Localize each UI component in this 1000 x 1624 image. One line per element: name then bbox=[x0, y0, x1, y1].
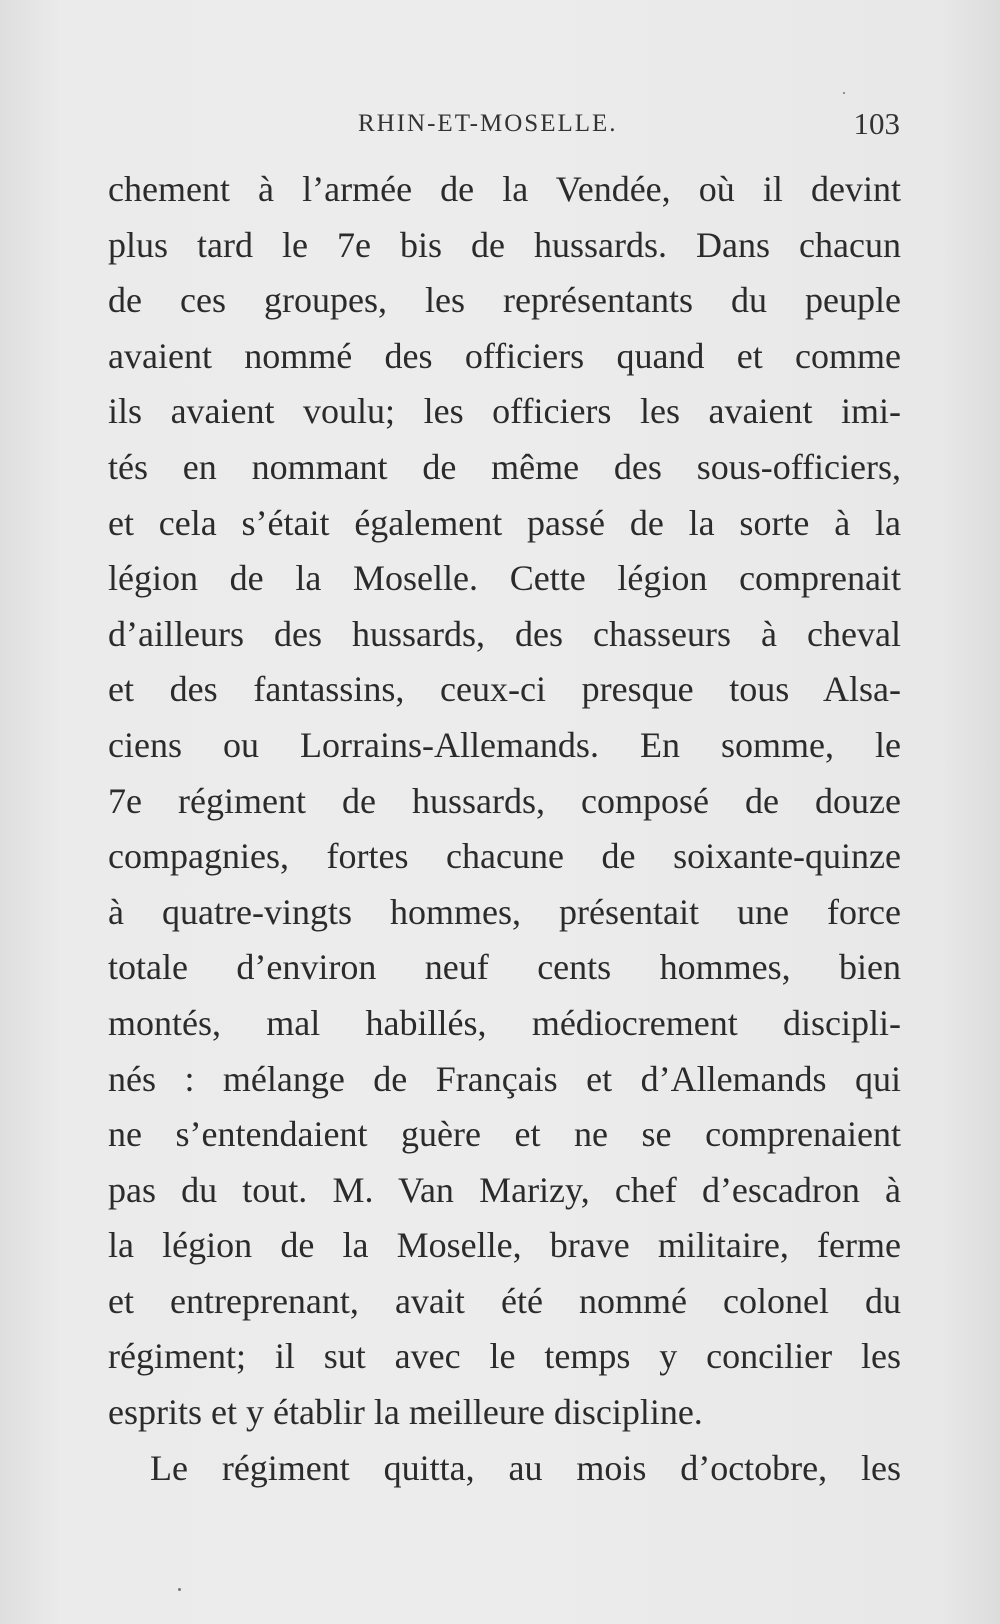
paper-speck bbox=[178, 1588, 181, 1591]
text-line: à quatre-vingts hommes, présentait une force bbox=[108, 891, 901, 932]
text-line: chement à l’armée de la Vendée, où il devint bbox=[108, 169, 901, 209]
text-line: d’ailleurs des hussards, des chasseurs à cheval bbox=[108, 613, 901, 654]
text-line: la légion de la Moselle, brave militaire, ferme bbox=[108, 1225, 901, 1266]
text-line: nés : mélange de Français et d’Allemands qui bbox=[108, 1058, 901, 1099]
running-title: RHIN-ET-MOSELLE. bbox=[358, 110, 618, 137]
text-line: tés en nommant de même des sous-officiers, bbox=[108, 446, 901, 487]
text-line: et des fantassins, ceux-ci presque tous Alsa- bbox=[108, 669, 901, 710]
text-line: et cela s’était également passé de la sorte à la bbox=[108, 502, 901, 543]
text-line: ils avaient voulu; les officiers les avaient imi- bbox=[108, 391, 901, 432]
text-line: avaient nommé des officiers quand et comme bbox=[108, 335, 901, 376]
text-line: ciens ou Lorrains-Allemands. En somme, le bbox=[108, 724, 901, 765]
text-line: plus tard le 7e bis de hussards. Dans chacun bbox=[108, 224, 901, 265]
text-line: 7e régiment de hussards, composé de douze bbox=[108, 780, 901, 821]
text-line: légion de la Moselle. Cette légion comprenait bbox=[108, 558, 901, 599]
paragraph-start-line: Le régiment quitta, au mois d’octobre, les bbox=[150, 1447, 901, 1488]
text-line: totale d’environ neuf cents hommes, bien bbox=[108, 947, 901, 988]
text-line: montés, mal habillés, médiocrement discipli- bbox=[108, 1002, 901, 1043]
paper-speck bbox=[843, 92, 845, 94]
text-line: ne s’entendaient guère et ne se comprenaient bbox=[108, 1114, 901, 1155]
text-line: et entreprenant, avait été nommé colonel du bbox=[108, 1280, 901, 1321]
text-line: pas du tout. M. Van Marizy, chef d’escadron à bbox=[108, 1169, 901, 1210]
running-header bbox=[110, 106, 900, 150]
body-text bbox=[108, 162, 901, 1496]
text-line: régiment; il sut avec le temps y concilier les bbox=[108, 1336, 901, 1377]
paragraph-end-line: esprits et y établir la meilleure discipline. bbox=[108, 1392, 703, 1433]
page-number: 103 bbox=[853, 106, 900, 141]
text-line: de ces groupes, les représentants du peuple bbox=[108, 280, 901, 321]
text-line: compagnies, fortes chacune de soixante-quinze bbox=[108, 836, 901, 877]
